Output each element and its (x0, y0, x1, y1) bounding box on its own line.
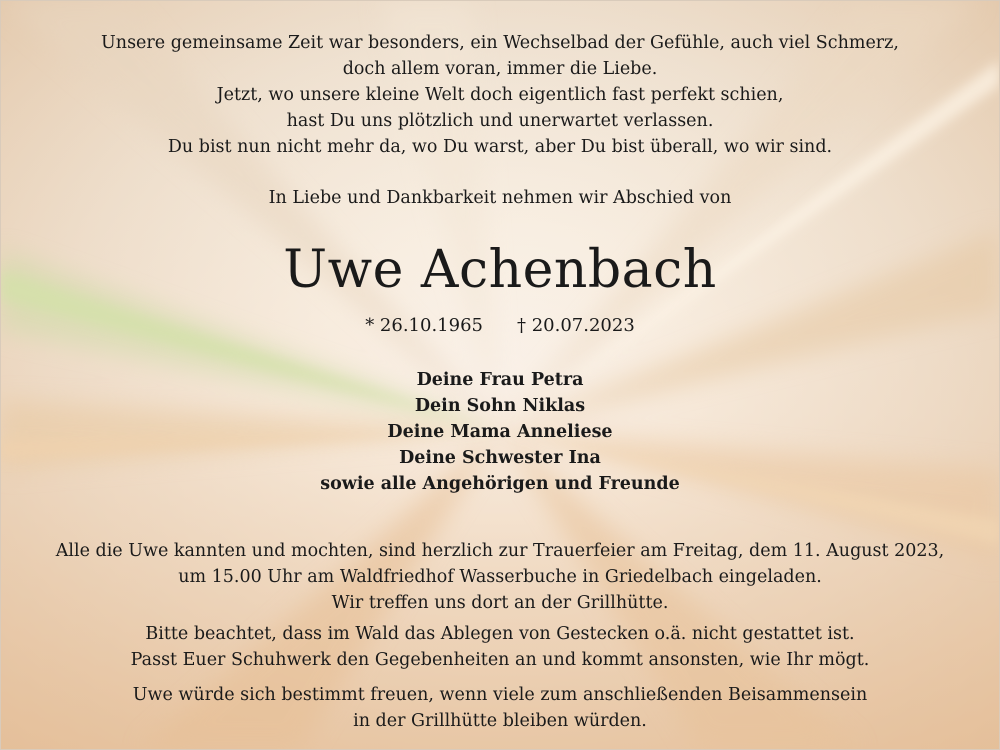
birth-date: * 26.10.1965 (365, 315, 483, 336)
notice-line: Passt Euer Schuhwerk den Gegebenheiten an und kommt ansonsten, wie Ihr mögt. (130, 650, 870, 670)
notice-line: um 15.00 Uhr am Waldfriedhof Wasserbuche in Griedelbach eingeladen. (178, 567, 822, 587)
poem-line: hast Du uns plötzlich und unerwartet verlassen. (286, 111, 714, 131)
poem-line: doch allem voran, immer die Liebe. (342, 59, 658, 79)
wreath-note (0, 621, 1000, 673)
poem-line: Du bist nun nicht mehr da, wo Du warst, aber Du bist überall, wo wir sind. (167, 137, 833, 157)
notice-line: Bitte beachtet, dass im Wald das Ablegen von Gestecken o.ä. nicht gestattet ist. (145, 624, 855, 644)
memorial-poem (0, 30, 1000, 160)
farewell-intro: In Liebe und Dankbarkeit nehmen wir Abschied von (268, 188, 732, 208)
mourner-entry: Deine Mama Anneliese (387, 422, 613, 442)
poem-line: Jetzt, wo unsere kleine Welt doch eigentlich fast perfekt schien, (216, 85, 784, 105)
mourner-entry: Deine Schwester Ina (399, 448, 601, 468)
gathering-note (0, 682, 1000, 734)
mourner-entry: Dein Sohn Niklas (414, 396, 586, 416)
life-dates (0, 313, 1000, 339)
mourners-list (0, 367, 1000, 497)
notice-line: Uwe würde sich bestimmt freuen, wenn viele zum anschließenden Beisammensein (132, 685, 868, 705)
poem-line: Unsere gemeinsame Zeit war besonders, ein Wechselbad der Gefühle, auch viel Schmerz, (101, 33, 899, 53)
mourner-entry: sowie alle Angehörigen und Freunde (320, 474, 680, 494)
funeral-invitation (0, 538, 1000, 616)
deceased-name: Uwe Achenbach (283, 240, 717, 300)
notice-line: in der Grillhütte bleiben würden. (353, 711, 647, 731)
death-date: † 20.07.2023 (517, 315, 635, 336)
notice-line: Wir treffen uns dort an der Grillhütte. (331, 593, 669, 613)
mourner-entry: Deine Frau Petra (416, 370, 584, 390)
notice-line: Alle die Uwe kannten und mochten, sind herzlich zur Trauerfeier am Freitag, dem 11. August 2023, (55, 541, 945, 561)
